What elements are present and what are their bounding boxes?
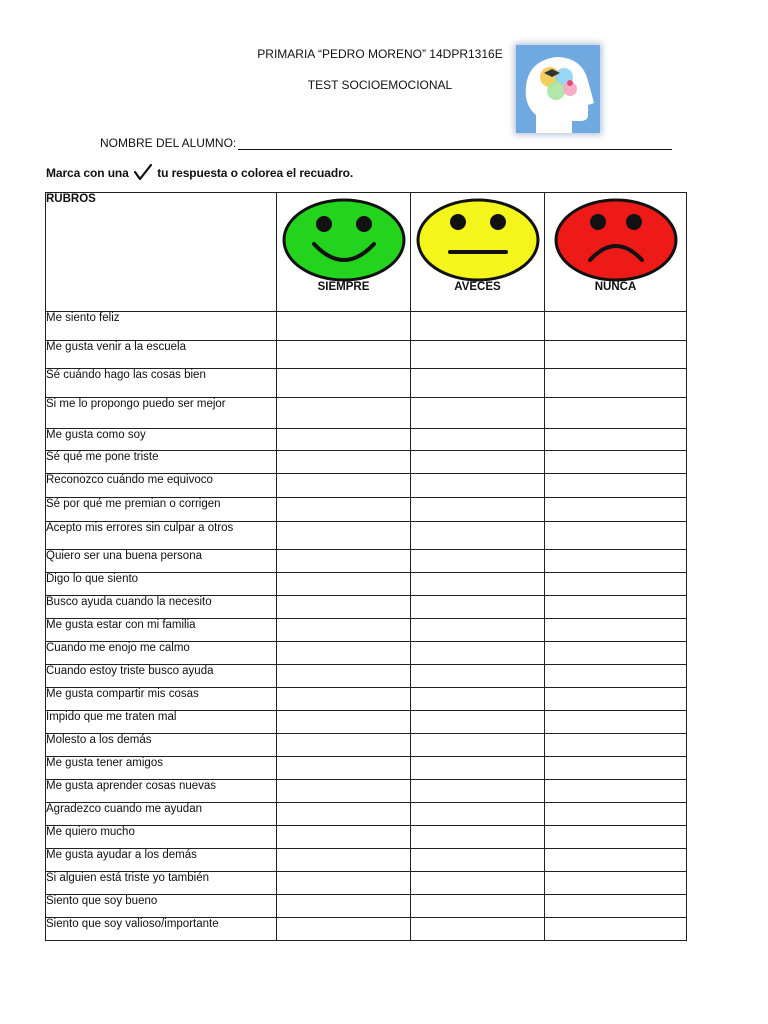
- rubro-label: Impido que me traten mal: [46, 711, 277, 734]
- rubros-header: RUBROS: [46, 193, 277, 312]
- answer-cell-aveces[interactable]: [411, 826, 545, 849]
- answer-cell-nunca[interactable]: [545, 711, 687, 734]
- answer-cell-aveces[interactable]: [411, 474, 545, 498]
- table-row: [46, 803, 687, 826]
- answer-cell-aveces[interactable]: [411, 596, 545, 619]
- answer-cell-siempre[interactable]: [277, 734, 411, 757]
- aveces-label: AVECES: [454, 281, 501, 293]
- school-title: PRIMARIA “PEDRO MORENO” 14DPR1316E: [257, 47, 503, 61]
- rubro-label: Cuando me enojo me calmo: [46, 642, 277, 665]
- table-row: [46, 312, 687, 341]
- answer-cell-nunca[interactable]: [545, 498, 687, 522]
- table-row: [46, 734, 687, 757]
- answer-cell-aveces[interactable]: [411, 619, 545, 642]
- answer-cell-siempre[interactable]: [277, 522, 411, 550]
- table-row: [46, 757, 687, 780]
- rubro-label: Busco ayuda cuando la necesito: [46, 596, 277, 619]
- table-row: [46, 398, 687, 429]
- answer-cell-nunca[interactable]: [545, 312, 687, 341]
- rubro-label: Me gusta compartir mis cosas: [46, 688, 277, 711]
- table-row: [46, 498, 687, 522]
- answer-cell-siempre[interactable]: [277, 498, 411, 522]
- table-row: [46, 429, 687, 451]
- answer-cell-nunca[interactable]: [545, 451, 687, 474]
- rubro-label: Acepto mis errores sin culpar a otros: [46, 522, 277, 550]
- rubro-label: Sé qué me pone triste: [46, 451, 277, 474]
- answer-cell-aveces[interactable]: [411, 665, 545, 688]
- table-row: [46, 596, 687, 619]
- answer-cell-nunca[interactable]: [545, 429, 687, 451]
- checkmark-icon: [133, 163, 153, 181]
- answer-cell-aveces[interactable]: [411, 803, 545, 826]
- rubro-label: Me gusta ayudar a los demás: [46, 849, 277, 872]
- rubro-label: Cuando estoy triste busco ayuda: [46, 665, 277, 688]
- answer-cell-aveces[interactable]: [411, 688, 545, 711]
- rubro-label: Me gusta venir a la escuela: [46, 341, 277, 369]
- answer-cell-nunca[interactable]: [545, 826, 687, 849]
- sad-face-icon: [552, 196, 680, 284]
- table-row: [46, 573, 687, 596]
- answer-cell-aveces[interactable]: [411, 341, 545, 369]
- answer-cell-nunca[interactable]: [545, 665, 687, 688]
- column-aveces: [411, 193, 545, 312]
- answer-cell-nunca[interactable]: [545, 550, 687, 573]
- rubro-label: Me gusta como soy: [46, 429, 277, 451]
- instruction-start: Marca con una: [46, 166, 129, 180]
- answer-cell-nunca[interactable]: [545, 398, 687, 429]
- answer-cell-aveces[interactable]: [411, 780, 545, 803]
- table-row: [46, 550, 687, 573]
- answer-cell-nunca[interactable]: [545, 849, 687, 872]
- answer-cell-siempre[interactable]: [277, 895, 411, 918]
- student-name-line: [238, 137, 672, 150]
- answer-cell-siempre[interactable]: [277, 918, 411, 941]
- assessment-table: [45, 192, 687, 941]
- column-siempre: [277, 193, 411, 312]
- rubro-label: Me siento feliz: [46, 312, 277, 341]
- answer-cell-nunca[interactable]: [545, 619, 687, 642]
- nunca-label: NUNCA: [594, 281, 637, 293]
- answer-cell-siempre[interactable]: [277, 312, 411, 341]
- answer-cell-siempre[interactable]: [277, 665, 411, 688]
- answer-cell-siempre[interactable]: [277, 474, 411, 498]
- rubro-label: Sé por qué me premian o corrigen: [46, 498, 277, 522]
- table-row: [46, 665, 687, 688]
- rubro-label: Agradezco cuando me ayudan: [46, 803, 277, 826]
- answer-cell-aveces[interactable]: [411, 550, 545, 573]
- answer-cell-nunca[interactable]: [545, 918, 687, 941]
- answer-cell-siempre[interactable]: [277, 688, 411, 711]
- answer-cell-siempre[interactable]: [277, 619, 411, 642]
- column-nunca: [545, 193, 687, 312]
- answer-cell-nunca[interactable]: [545, 803, 687, 826]
- answer-cell-siempre[interactable]: [277, 550, 411, 573]
- answer-cell-aveces[interactable]: [411, 522, 545, 550]
- head-logo-icon: [516, 45, 600, 133]
- answer-cell-siempre[interactable]: [277, 826, 411, 849]
- table-row: [46, 872, 687, 895]
- answer-cell-siempre[interactable]: [277, 803, 411, 826]
- instruction-end: tu respuesta o colorea el recuadro.: [157, 166, 354, 180]
- answer-cell-aveces[interactable]: [411, 642, 545, 665]
- answer-cell-nunca[interactable]: [545, 596, 687, 619]
- answer-cell-nunca[interactable]: [545, 734, 687, 757]
- answer-cell-nunca[interactable]: [545, 474, 687, 498]
- answer-cell-siempre[interactable]: [277, 757, 411, 780]
- student-name-field[interactable]: [100, 136, 672, 150]
- answer-cell-aveces[interactable]: [411, 849, 545, 872]
- answer-cell-nunca[interactable]: [545, 895, 687, 918]
- table-row: [46, 849, 687, 872]
- rubro-label: Si alguien está triste yo también: [46, 872, 277, 895]
- answer-cell-siempre[interactable]: [277, 398, 411, 429]
- answer-cell-aveces[interactable]: [411, 918, 545, 941]
- answer-cell-siempre[interactable]: [277, 451, 411, 474]
- rubro-label: Quiero ser una buena persona: [46, 550, 277, 573]
- instruction-text: [46, 163, 353, 181]
- answer-cell-aveces[interactable]: [411, 369, 545, 398]
- answer-cell-siempre[interactable]: [277, 872, 411, 895]
- answer-cell-nunca[interactable]: [545, 688, 687, 711]
- table-row: [46, 918, 687, 941]
- table-row: [46, 451, 687, 474]
- happy-face-icon: [280, 196, 408, 284]
- rubro-label: Me quiero mucho: [46, 826, 277, 849]
- answer-cell-nunca[interactable]: [545, 341, 687, 369]
- table-row: [46, 826, 687, 849]
- answer-cell-nunca[interactable]: [545, 573, 687, 596]
- test-title: TEST SOCIOEMOCIONAL: [307, 78, 453, 92]
- table-row: [46, 895, 687, 918]
- answer-cell-aveces[interactable]: [411, 734, 545, 757]
- rubro-label: Molesto a los demás: [46, 734, 277, 757]
- table-row: [46, 711, 687, 734]
- answer-cell-nunca[interactable]: [545, 642, 687, 665]
- table-row: [46, 522, 687, 550]
- answer-cell-aveces[interactable]: [411, 312, 545, 341]
- table-row: [46, 688, 687, 711]
- table-row: [46, 642, 687, 665]
- table-row: [46, 474, 687, 498]
- answer-cell-nunca[interactable]: [545, 872, 687, 895]
- answer-cell-aveces[interactable]: [411, 573, 545, 596]
- answer-cell-siempre[interactable]: [277, 642, 411, 665]
- answer-cell-nunca[interactable]: [545, 757, 687, 780]
- rubro-label: Me gusta aprender cosas nuevas: [46, 780, 277, 803]
- answer-cell-aveces[interactable]: [411, 429, 545, 451]
- answer-cell-aveces[interactable]: [411, 498, 545, 522]
- table-row: [46, 341, 687, 369]
- table-row: [46, 369, 687, 398]
- siempre-label: SIEMPRE: [317, 281, 370, 293]
- table-row: [46, 619, 687, 642]
- student-name-label: NOMBRE DEL ALUMNO:: [100, 136, 237, 150]
- answer-cell-aveces[interactable]: [411, 711, 545, 734]
- neutral-face-icon: [414, 196, 542, 284]
- answer-cell-aveces[interactable]: [411, 451, 545, 474]
- rubro-label: Reconozco cuándo me equivoco: [46, 474, 277, 498]
- rubro-label: Sé cuándo hago las cosas bien: [46, 369, 277, 398]
- answer-cell-siempre[interactable]: [277, 573, 411, 596]
- answer-cell-siempre[interactable]: [277, 341, 411, 369]
- rubro-label: Siento que soy bueno: [46, 895, 277, 918]
- answer-cell-aveces[interactable]: [411, 895, 545, 918]
- table-row: [46, 780, 687, 803]
- answer-cell-siempre[interactable]: [277, 596, 411, 619]
- answer-cell-nunca[interactable]: [545, 780, 687, 803]
- answer-cell-siempre[interactable]: [277, 369, 411, 398]
- rubro-label: Siento que soy valioso/importante: [46, 918, 277, 941]
- rubro-label: Me gusta estar con mi familia: [46, 619, 277, 642]
- answer-cell-aveces[interactable]: [411, 398, 545, 429]
- rubro-label: Si me lo propongo puedo ser mejor: [46, 398, 277, 429]
- answer-cell-siempre[interactable]: [277, 429, 411, 451]
- answer-cell-nunca[interactable]: [545, 522, 687, 550]
- answer-cell-aveces[interactable]: [411, 872, 545, 895]
- answer-cell-siempre[interactable]: [277, 849, 411, 872]
- answer-cell-siempre[interactable]: [277, 780, 411, 803]
- rubro-label: Me gusta tener amigos: [46, 757, 277, 780]
- answer-cell-siempre[interactable]: [277, 711, 411, 734]
- rubro-label: Digo lo que siento: [46, 573, 277, 596]
- answer-cell-nunca[interactable]: [545, 369, 687, 398]
- answer-cell-aveces[interactable]: [411, 757, 545, 780]
